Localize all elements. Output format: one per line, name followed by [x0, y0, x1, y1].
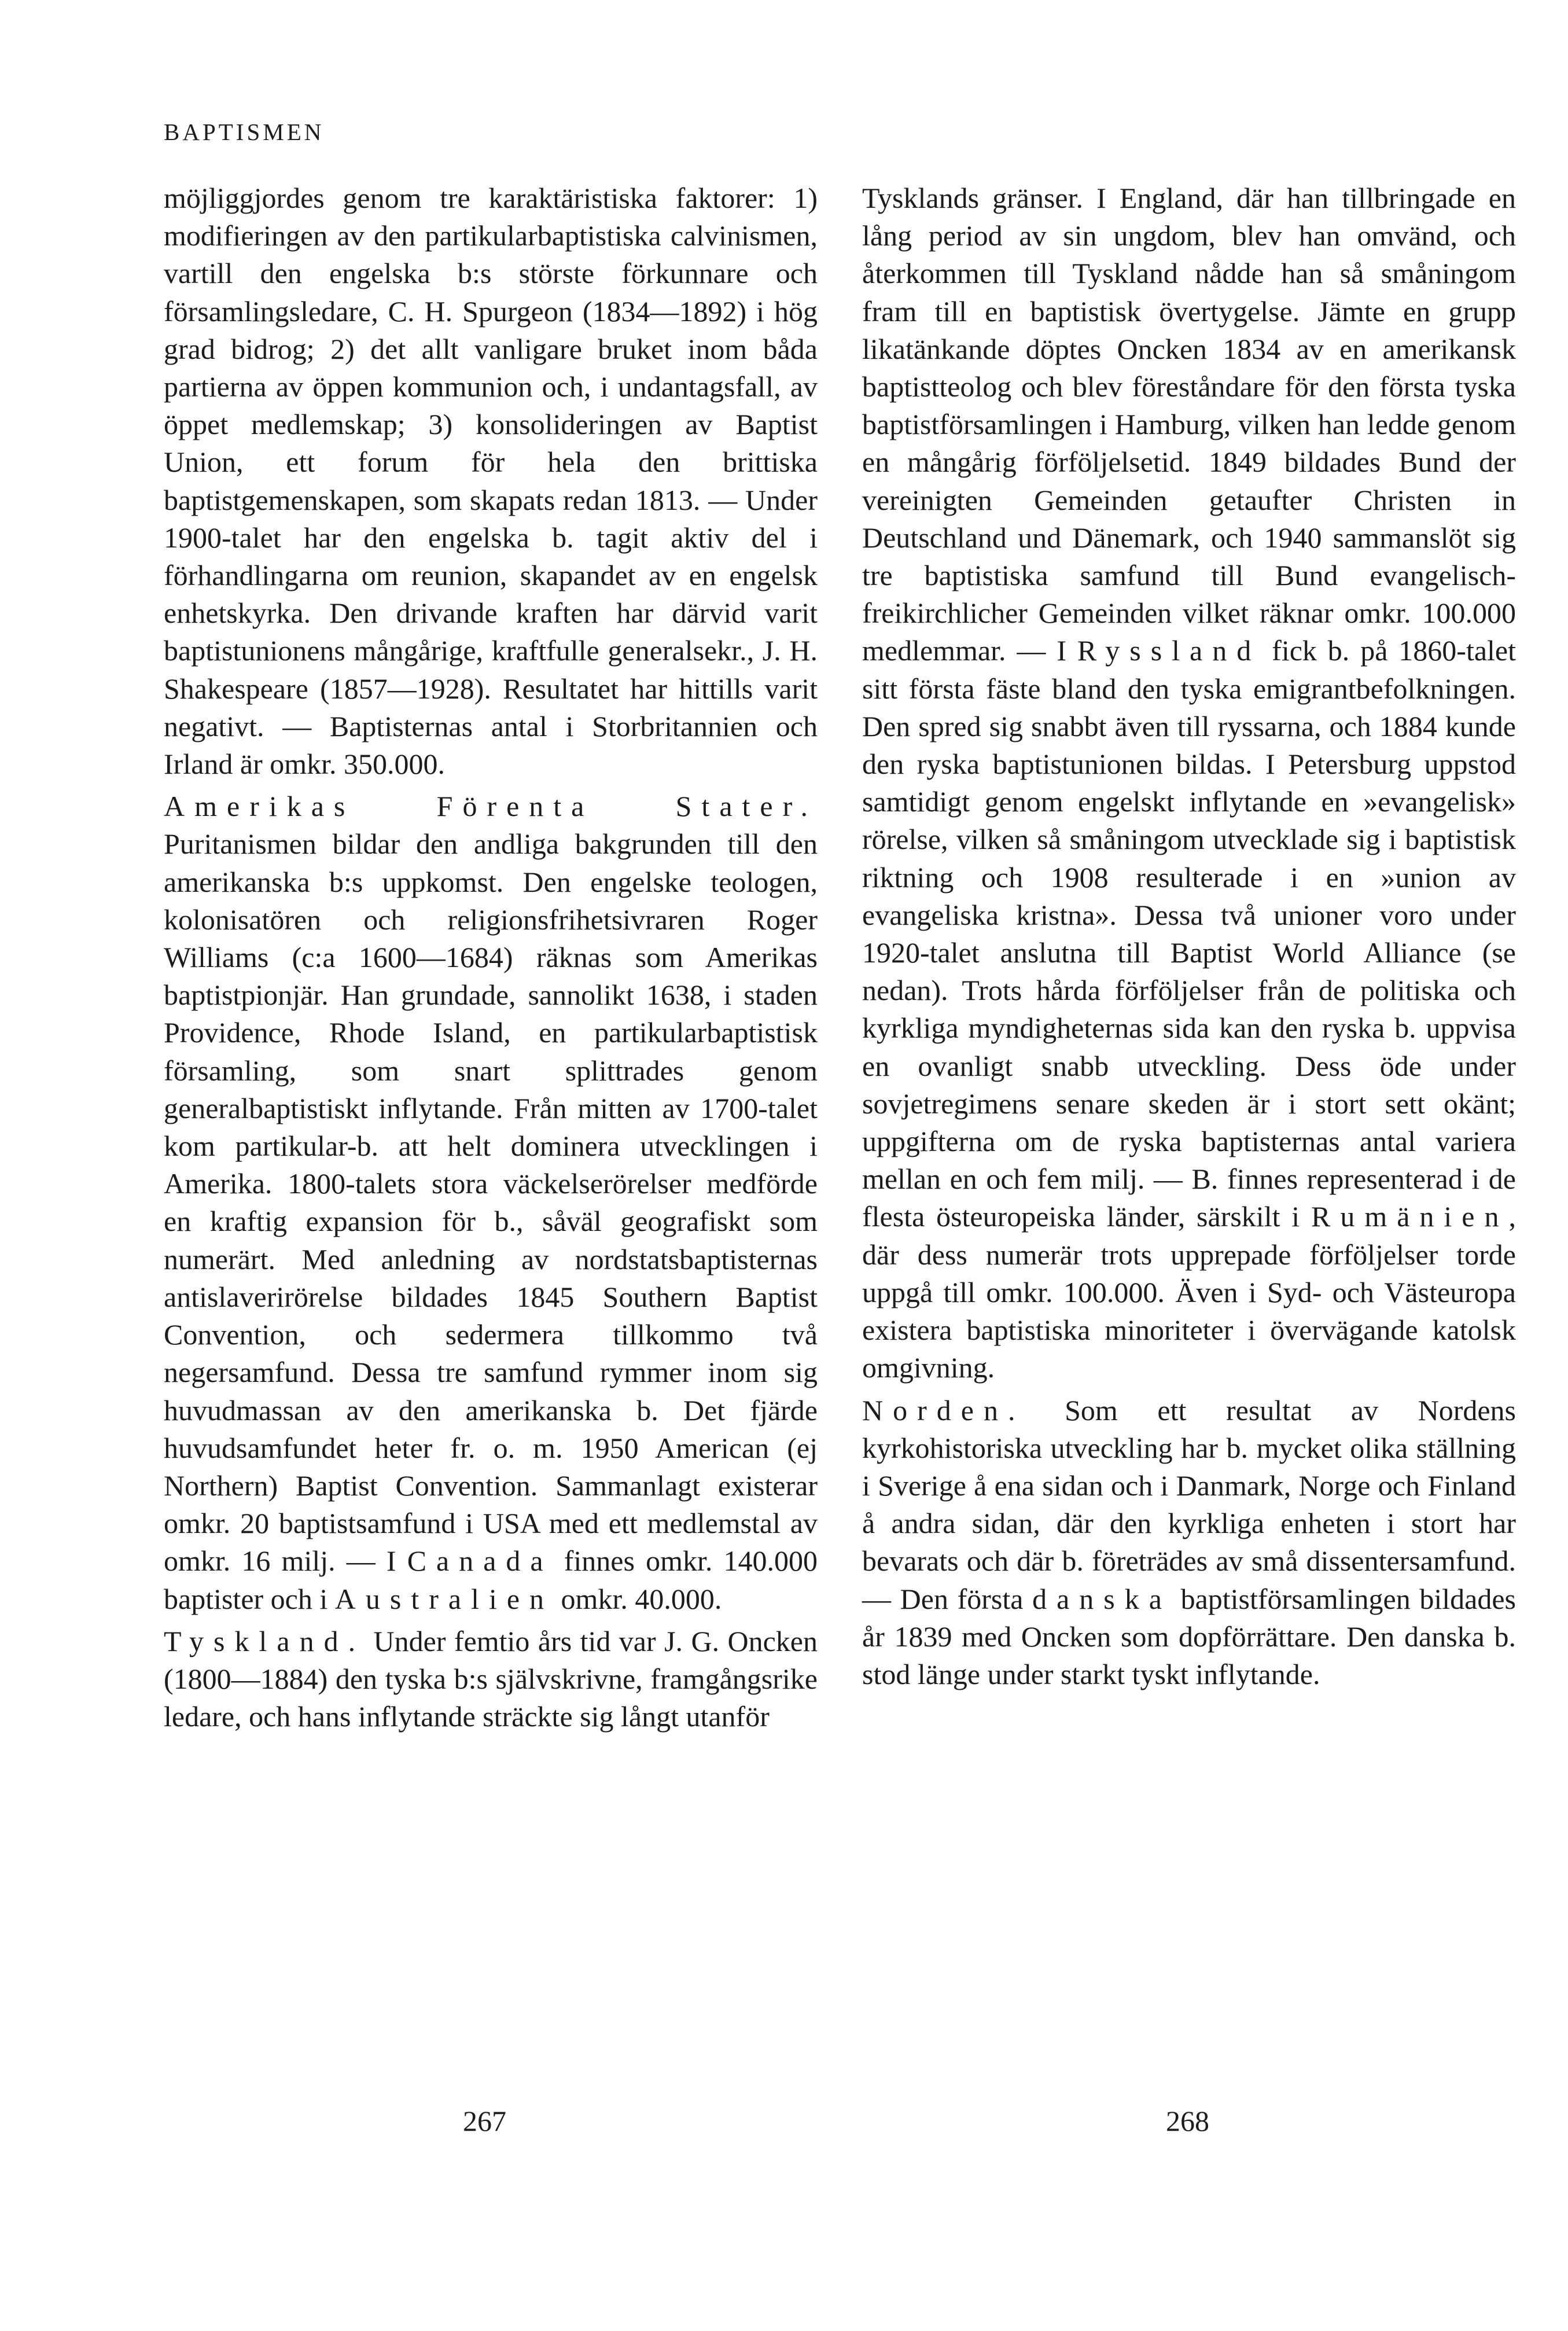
paragraph-germany-russia: Tysklands gränser. I England, där han tillbringade en lång period av sin ungdom, blev han omvänd, och återkommen till Tyskland nådde han så småningom fram till en baptistisk övertygelse. Jämte en grupp likatänkande döptes Oncken 1834 av en amerikansk baptistteolog och blev föreståndare för den första tyska baptistförsamlingen i Hamburg, vilken han ledde genom en mångårig förföljelsetid. 1849 bildades Bund der vereinigten Gemeinden getaufter Christen in Deutschland und Dänemark, och 1940 sammanslöt sig tre baptistiska samfund till Bund evangelisch-freikirchlicher Gemeinden vilket räknar omkr. 100.000 medlemmar. — I Ryssland fick b. på 1860-talet sitt första fäste bland den tyska emigrantbefolkningen. Den spred sig snabbt även till ryssarna, och 1884 kunde den ryska baptistunionen bildas. I Petersburg uppstod samtidigt genom engelskt inflytande en »evangelisk» rörelse, vilken så småningom utvecklade sig i baptistisk riktning och 1908 resulterade i en »union av evangeliska kristna». Dessa två unioner voro under 1920-talet anslutna till Baptist World Alliance (se nedan). Trots hårda förföljelser från de politiska och kyrkliga myndigheternas sida kan den ryska b. uppvisa en ovanligt snabb utveckling. Dess öde under sovjetregimens senare skeden är i stort sett okänt; uppgifterna om de ryska baptisternas antal variera mellan en och fem milj. — B. finnes representerad i de flesta östeuropeiska länder, särskilt i Rumänien, där dess numerär trots upprepade förföljelser torde uppgå till omkr. 100.000. Även i Syd- och Västeuropa existera baptistiska minoriteter i övervägande katolsk omgivning. — [862, 182, 1517, 1384]
paragraph-germany: Tyskland. Under femtio års tid var J. G. Oncken (1800—1884) den tyska b:s självskrivne, framgångsrike ledare, och hans inflytande sträckte sig långt utanför — [164, 1624, 818, 1733]
page-number-right: 268 — [1166, 2105, 1209, 2137]
term-danish: danska — [1032, 1582, 1172, 1615]
right-column — [862, 179, 1516, 1693]
country-canada: Canada — [407, 1545, 553, 1578]
left-column — [164, 179, 818, 1736]
country-australia: Australien — [334, 1582, 554, 1615]
section-heading-usa: Amerikas Förenta Stater. — [164, 790, 818, 823]
section-heading-germany: Tyskland. — [164, 1624, 366, 1657]
country-russia: Ryssland — [1077, 634, 1261, 667]
running-head: BAPTISMEN — [164, 119, 325, 145]
section-heading-nordic: Norden. — [862, 1394, 1025, 1426]
paragraph-nordic: Norden. Som ett resultat av Nordens kyrkohistoriska utveckling har b. mycket olika ställning i Sverige å ena sidan och i Danmark, Norge och Finland å andra sidan, där den kyrkliga enheten i stort har bevarats och där b. företrädes av små dissentersamfund. — Den första danska baptistförsamlingen bildades år 1839 med Oncken som dopförrättare. Den danska b. stod länge under starkt tyskt inflytande. — [862, 1394, 1516, 1690]
paragraph-england-intro: möjliggjordes genom tre karaktäristiska faktorer: 1) modifieringen av den partikularbaptistiska calvinismen, vartill den engelska b:s störste förkunnare och församlingsledare, C. H. Spurgeon (1834—1892) i hög grad bidrog; 2) det allt vanligare bruket inom båda partierna av öppen kommunion och, i undantagsfall, av öppet medlemskap; 3) konsolideringen av Baptist Union, ett forum för hela den brittiska baptistgemenskapen, som skapats redan 1813. — Under 1900-talet har den engelska b. tagit aktiv del i förhandlingarna om reunion, skapandet av en engelsk enhetskyrka. Den drivande kraften har därvid varit baptistunionens mångårige, kraftfulle generalsekr., J. H. Shakespeare (1857—1928). Resultatet har hittills varit negativt. — Baptisternas antal i Storbritannien och Irland är omkr. 350.000. — [164, 182, 818, 781]
paragraph-usa: Amerikas Förenta Stater. Puritanismen bildar den andliga bakgrunden till den amerikanska b:s uppkomst. Den engelske teologen, kolonisatören och religionsfrihetsivraren Roger Williams (c:a 1600—1684) räknas som Amerikas baptistpionjär. Han grundade, sannolikt 1638, i staden Providence, Rhode Island, en partikularbaptistisk församling, som snart splittrades genom generalbaptistiskt inflytande. Från mitten av 1700-talet kom partikular-b. att helt dominera utvecklingen i Amerika. 1800-talets stora väckelserörelser medförde en kraftig expansion för b., såväl geografiskt som numerärt. Med anledning av nordstatsbaptisternas antislaverirörelse bildades 1845 Southern Baptist Convention, och sedermera tillkommo två negersamfund. Dessa tre samfund rymmer inom sig huvudmassan av den amerikanska b. Det fjärde huvudsamfundet heter fr. o. m. 1950 American (ej Northern) Baptist Convention. Sammanlagt existerar omkr. 20 baptistsamfund i USA med ett medlemstal av omkr. 16 milj. — I Canada finnes omkr. 140.000 baptister och i Australien omkr. 40.000. — [164, 790, 818, 1615]
country-romania: Rumänien — [1311, 1200, 1509, 1233]
page-number-left: 267 — [463, 2105, 506, 2137]
